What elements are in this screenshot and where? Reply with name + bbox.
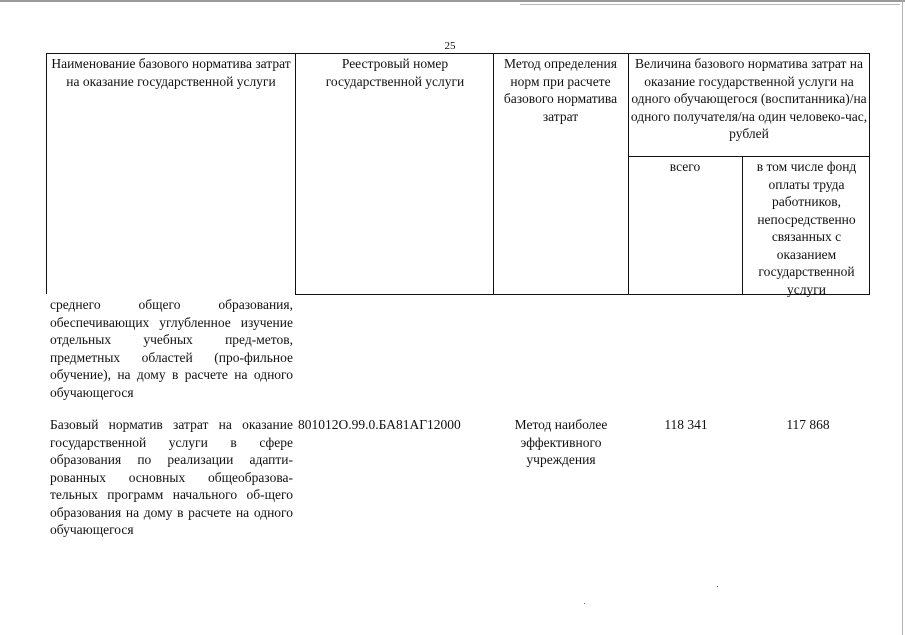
table-divider [295, 53, 296, 295]
row-2-method: Метод наиболее эффективного учреждения [514, 417, 608, 467]
table-border-top [46, 53, 870, 54]
row-2-payroll: 117 868 [786, 417, 830, 432]
scan-edge [520, 4, 900, 5]
header-cell-payroll: в том числе фонд оплаты труда работников, непосредственно связанных с оказанием государственной услуги [756, 159, 857, 297]
scan-edge [902, 0, 903, 635]
header-cell-total: всего [669, 159, 701, 174]
header-cell-name: Наименование базового норматива затрат на оказание государственной услуги [51, 56, 291, 89]
table-border-right [869, 53, 870, 295]
page-number: 25 [444, 40, 456, 52]
scan-speck [717, 586, 718, 587]
table-divider [628, 53, 629, 295]
row-2-name: Базовый норматив затрат на оказание государственной услуги в сфере образования по реализации адапти-рованных основных общеобразова-тельных программ начального об-щего образования на дому в расчете на одного обучающегося [50, 417, 293, 537]
header-cell-registry: Реестровый номер государственной услуги [325, 56, 465, 89]
row-2-total: 118 341 [664, 417, 708, 432]
table-divider [493, 53, 494, 295]
row-2-registry-number: 801012О.99.0.БА81АГ12000 [298, 417, 461, 432]
table-divider [742, 156, 743, 295]
table-border-left [46, 53, 47, 294]
row-1-name: среднего общего образования, обеспечивающих углубленное изучение отдельных учебных пред-метов, предметных областей (про-фильное обучение), на дому в расчете на одного обучающегося [50, 297, 293, 400]
scan-speck [584, 603, 585, 604]
table-border-sub [628, 156, 870, 157]
header-cell-method: Метод определения норм при расчете базового норматива затрат [503, 56, 618, 124]
scan-edge [0, 0, 905, 2]
header-cell-value: Величина базового норматива затрат на оказание государственной услуги на одного обучающегося (воспитанника)/на одного получателя/на один человеко-час, рублей [630, 56, 868, 141]
